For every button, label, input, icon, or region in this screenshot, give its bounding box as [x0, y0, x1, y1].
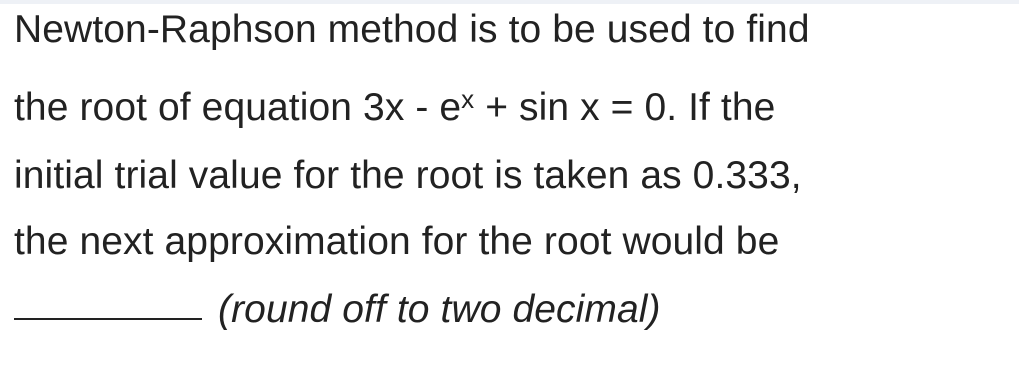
- question-line-1: Newton-Raphson method is to be used to find: [14, 8, 810, 51]
- equation-end: + sin x = 0. If the: [474, 86, 776, 129]
- question-line-5: [14, 287, 661, 331]
- rounding-hint: (round off to two decimal): [218, 288, 661, 331]
- equation-start: the root of equation 3x - e: [14, 86, 462, 129]
- answer-blank: [14, 285, 202, 320]
- question-line-4: the next approximation for the root would be: [14, 220, 780, 263]
- question-line-2: [14, 86, 775, 130]
- top-divider: [0, 0, 1019, 4]
- question-line-3: initial trial value for the root is taken as 0.333,: [14, 154, 802, 197]
- exponent: x: [461, 84, 475, 114]
